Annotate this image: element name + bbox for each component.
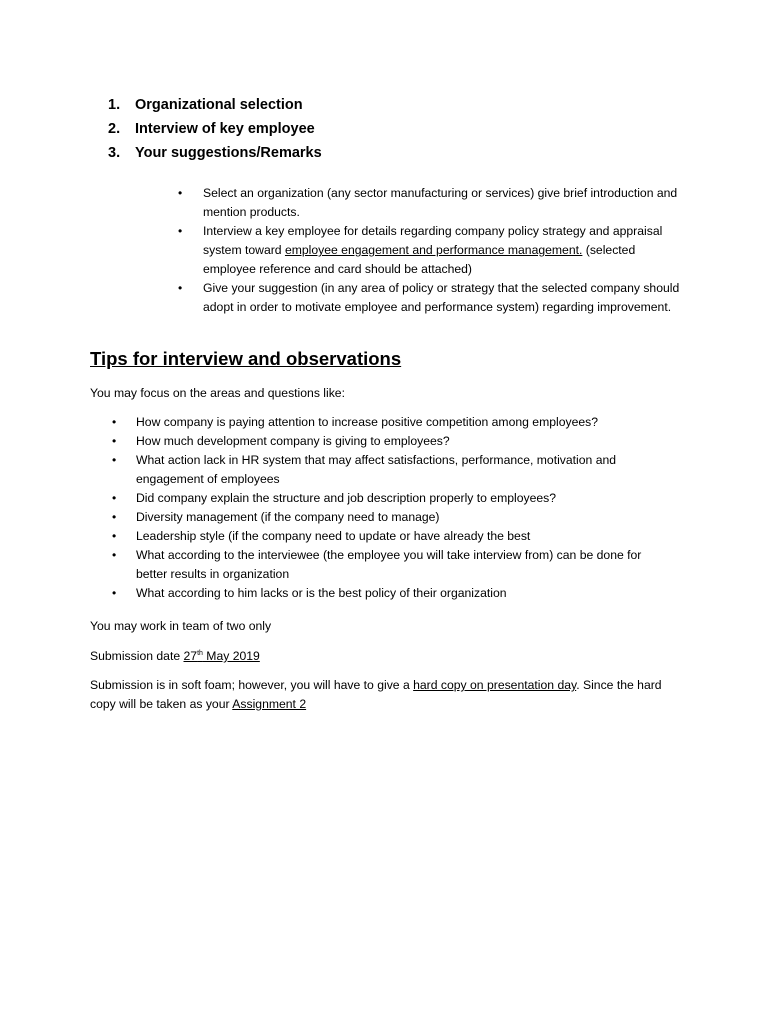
- instruction-text: (selected employee reference and card should be attached): [203, 243, 636, 276]
- submission-date: [90, 647, 260, 666]
- item-number: 2.: [108, 121, 121, 137]
- date-suffix: th: [197, 649, 203, 657]
- numbered-task-list: [108, 93, 322, 165]
- tip-item: • What action lack in HR system that may affect satisfactions, performance, motivation and engagement of employees: [136, 451, 666, 489]
- item-text: Organizational selection: [135, 97, 303, 113]
- date-day: 27: [183, 649, 198, 663]
- numbered-item: [108, 117, 322, 141]
- tip-item: • Did company explain the structure and job description properly to employees?: [136, 489, 666, 508]
- item-text: Your suggestions/Remarks: [135, 145, 322, 161]
- item-number: 1.: [108, 97, 121, 113]
- numbered-item: [108, 93, 322, 117]
- tips-heading: Tips for interview and observations: [90, 348, 402, 369]
- item-text: Interview of key employee: [135, 121, 315, 137]
- submission-text: Submission is in soft foam; however, you will have to give a: [90, 678, 414, 692]
- tip-item: • What according to him lacks or is the best policy of their organization: [136, 584, 666, 603]
- team-note: You may work in team of two only: [90, 619, 272, 633]
- tip-item: • Diversity management (if the company need to manage): [136, 508, 666, 527]
- assignment-text: Assignment 2: [232, 697, 307, 711]
- date-month-year: May 2019: [202, 649, 260, 663]
- instruction-item: • Select an organization (any sector manufacturing or services) give brief introduction and mention products.: [203, 184, 683, 222]
- instruction-item: [203, 222, 683, 279]
- tip-item: • What according to the interviewee (the employee you will take interview from) can be done for better results in organization: [136, 546, 666, 584]
- date-value: [184, 649, 260, 663]
- instruction-item: • Give your suggestion (in any area of policy or strategy that the selected company should adopt in order to motivate employee and performance system) regarding improvement.: [203, 279, 683, 317]
- tips-intro: You may focus on the areas and questions like:: [90, 386, 345, 400]
- underlined-text: employee engagement and performance management.: [284, 243, 583, 257]
- instruction-text: Interview a key employee for details regarding company policy strategy and appraisal system toward: [203, 224, 663, 257]
- tip-item: • Leadership style (if the company need to update or have already the best: [136, 527, 666, 546]
- hard-copy-text: hard copy on presentation day: [413, 678, 577, 692]
- item-number: 3.: [108, 145, 121, 161]
- tips-list: [136, 413, 666, 603]
- submission-text: . Since the hard copy will be taken as your: [90, 678, 662, 711]
- date-label: Submission date: [90, 649, 184, 663]
- tip-item: • How company is paying attention to increase positive competition among employees?: [136, 413, 666, 432]
- submission-note: [90, 676, 670, 714]
- tip-item: • How much development company is giving to employees?: [136, 432, 666, 451]
- numbered-item: [108, 141, 322, 165]
- task-instructions-list: [203, 184, 683, 317]
